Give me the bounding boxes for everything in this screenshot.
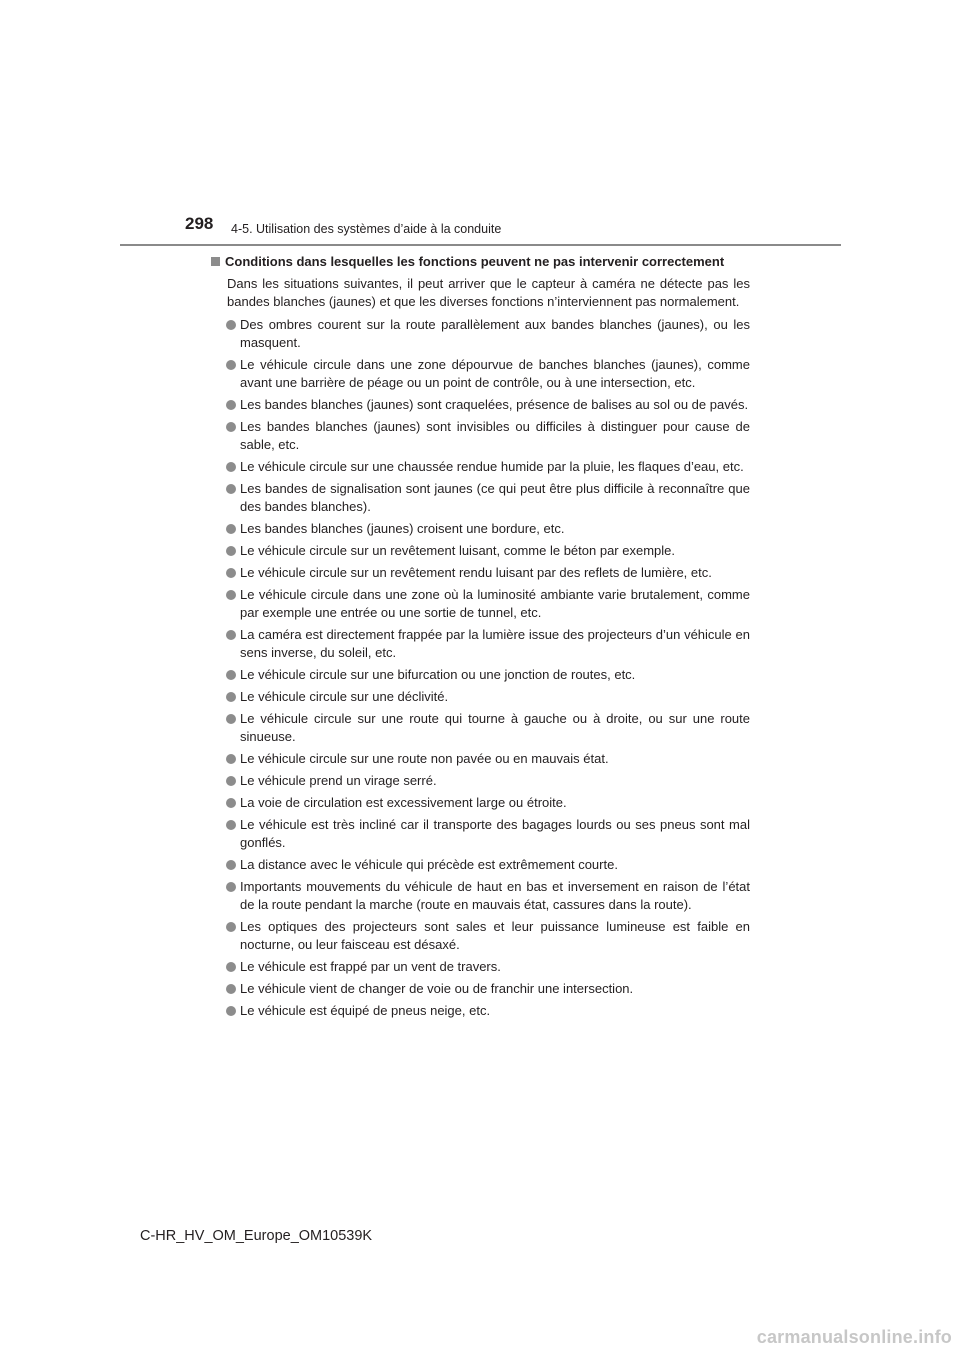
round-bullet-icon: [226, 484, 236, 494]
list-item-text: La distance avec le véhicule qui précède est extrêmement courte.: [240, 857, 618, 872]
list-item: [226, 918, 750, 954]
round-bullet-icon: [226, 546, 236, 556]
list-item-text: Les bandes de signalisation sont jaunes (ce qui peut être plus difficile à reconnaître que des bandes blanches).: [240, 481, 750, 514]
round-bullet-icon: [226, 422, 236, 432]
round-bullet-icon: [226, 776, 236, 786]
list-item: [226, 458, 750, 476]
list-item: [226, 980, 750, 998]
manual-code: C-HR_HV_OM_Europe_OM10539K: [140, 1228, 373, 1244]
round-bullet-icon: [226, 462, 236, 472]
round-bullet-icon: [226, 400, 236, 410]
round-bullet-icon: [226, 590, 236, 600]
conditions-list: [210, 316, 750, 1020]
list-item: [226, 586, 750, 622]
list-item-text: Le véhicule prend un virage serré.: [240, 773, 437, 788]
list-item: [226, 750, 750, 768]
round-bullet-icon: [226, 320, 236, 330]
list-item-text: Le véhicule circule sur une route non pavée ou en mauvais état.: [240, 751, 609, 766]
section-heading: [210, 253, 750, 271]
round-bullet-icon: [226, 754, 236, 764]
square-bullet-icon: [211, 257, 220, 266]
list-item-text: Le véhicule circule dans une zone dépourvue de banches blanches (jaunes), comme avant une barrière de péage ou un point de contrôle, ou à une intersection, etc.: [240, 357, 750, 390]
round-bullet-icon: [226, 670, 236, 680]
list-item: [226, 564, 750, 582]
round-bullet-icon: [226, 962, 236, 972]
list-item-text: La caméra est directement frappée par la lumière issue des projecteurs d’un véhicule en sens inverse, du soleil, etc.: [240, 627, 750, 660]
list-item-text: Le véhicule circule sur une chaussée rendue humide par la pluie, les flaques d’eau, etc.: [240, 459, 744, 474]
list-item: [226, 480, 750, 516]
list-item: [226, 1002, 750, 1020]
list-item: [226, 878, 750, 914]
list-item: [226, 710, 750, 746]
list-item: [226, 418, 750, 454]
page-number: 298: [185, 214, 214, 233]
list-item-text: Les bandes blanches (jaunes) croisent une bordure, etc.: [240, 521, 565, 536]
list-item-text: Les optiques des projecteurs sont sales et leur puissance lumineuse est faible en nocturne, ou leur faisceau est désaxé.: [240, 919, 750, 952]
list-item: [226, 316, 750, 352]
list-item-text: Le véhicule est frappé par un vent de travers.: [240, 959, 501, 974]
list-item-text: Le véhicule circule dans une zone où la luminosité ambiante varie brutalement, comme par exemple une entrée ou une sortie de tunnel, etc.: [240, 587, 750, 620]
list-item-text: Le véhicule vient de changer de voie ou de franchir une intersection.: [240, 981, 634, 996]
list-item: [226, 396, 750, 414]
list-item-text: Le véhicule est très incliné car il transporte des bagages lourds ou ses pneus sont mal gonflés.: [240, 817, 750, 850]
list-item-text: Le véhicule est équipé de pneus neige, etc.: [240, 1003, 491, 1018]
list-item-text: Le véhicule circule sur une déclivité.: [240, 689, 449, 704]
list-item: [226, 856, 750, 874]
watermark: carmanualsonline.info: [756, 1327, 952, 1347]
list-item: [226, 772, 750, 790]
list-item-text: Les bandes blanches (jaunes) sont invisibles ou difficiles à distinguer pour cause de sable, etc.: [240, 419, 750, 452]
list-item: [226, 666, 750, 684]
chapter-title: 4-5. Utilisation des systèmes d’aide à la conduite: [231, 222, 502, 236]
header-divider: [120, 244, 841, 246]
round-bullet-icon: [226, 360, 236, 370]
list-item: [226, 816, 750, 852]
round-bullet-icon: [226, 922, 236, 932]
list-item-text: Le véhicule circule sur un revêtement luisant, comme le béton par exemple.: [240, 543, 675, 558]
round-bullet-icon: [226, 524, 236, 534]
round-bullet-icon: [226, 1006, 236, 1016]
list-item: [226, 542, 750, 560]
round-bullet-icon: [226, 860, 236, 870]
list-item: [226, 520, 750, 538]
round-bullet-icon: [226, 820, 236, 830]
list-item-text: Le véhicule circule sur un revêtement rendu luisant par des reflets de lumière, etc.: [240, 565, 712, 580]
round-bullet-icon: [226, 714, 236, 724]
main-content: [210, 253, 750, 1024]
list-item-text: Importants mouvements du véhicule de haut en bas et inversement en raison de l’état de la route pendant la marche (route en mauvais état, cassures dans la route).: [240, 879, 750, 912]
section-heading-text: Conditions dans lesquelles les fonctions peuvent ne pas intervenir correctement: [225, 254, 725, 269]
round-bullet-icon: [226, 692, 236, 702]
list-item: [226, 688, 750, 706]
list-item: [226, 958, 750, 976]
list-item-text: Le véhicule circule sur une route qui tourne à gauche ou à droite, ou sur une route sinueuse.: [240, 711, 750, 744]
list-item-text: Le véhicule circule sur une bifurcation ou une jonction de routes, etc.: [240, 667, 636, 682]
list-item-text: La voie de circulation est excessivement large ou étroite.: [240, 795, 567, 810]
round-bullet-icon: [226, 630, 236, 640]
round-bullet-icon: [226, 882, 236, 892]
round-bullet-icon: [226, 798, 236, 808]
round-bullet-icon: [226, 984, 236, 994]
section-intro: Dans les situations suivantes, il peut arriver que le capteur à caméra ne détecte pas les bandes blanches (jaunes) et que les diverses fonctions n’interviennent pas normalement.: [227, 276, 750, 309]
list-item: [226, 626, 750, 662]
list-item-text: Des ombres courent sur la route parallèlement aux bandes blanches (jaunes), ou les masquent.: [240, 317, 750, 350]
list-item: [226, 794, 750, 812]
list-item: [226, 356, 750, 392]
list-item-text: Les bandes blanches (jaunes) sont craquelées, présence de balises au sol ou de pavés.: [240, 397, 749, 412]
round-bullet-icon: [226, 568, 236, 578]
